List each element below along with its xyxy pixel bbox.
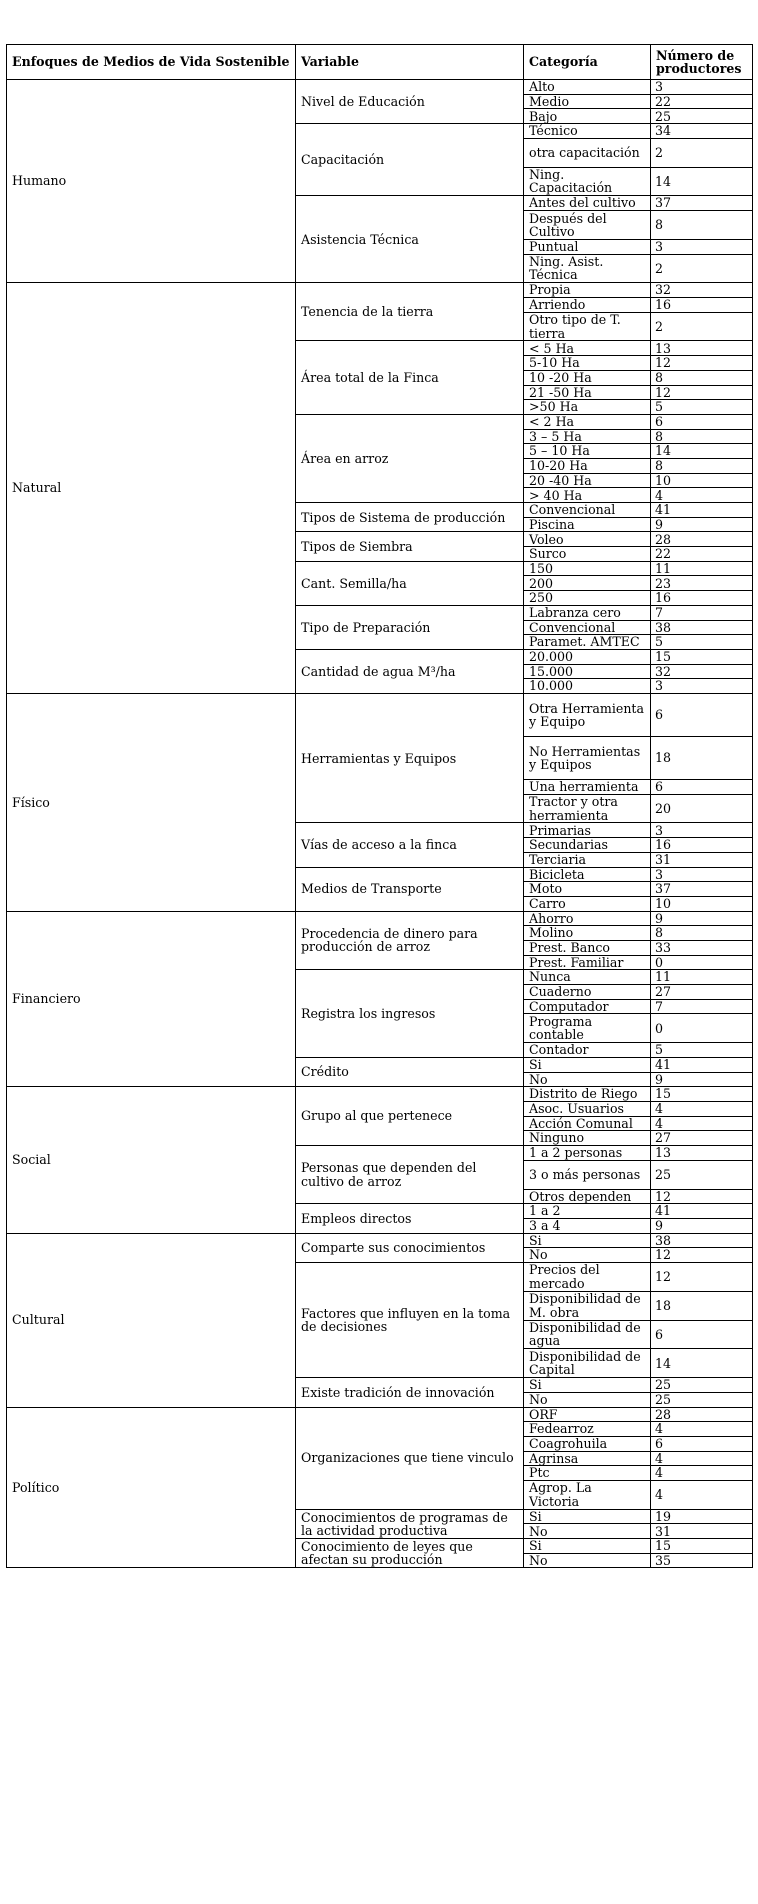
categoria-cell: Primarias <box>524 823 651 838</box>
header-enfoques: Enfoques de Medios de Vida Sostenible <box>7 45 296 80</box>
numero-cell: 5 <box>651 400 753 415</box>
numero-cell: 13 <box>651 341 753 356</box>
enfoque-cell: Cultural <box>7 1233 296 1407</box>
categoria-cell: Terciaria <box>524 852 651 867</box>
variable-cell: Área en arroz <box>296 414 524 502</box>
numero-cell: 15 <box>651 649 753 664</box>
numero-cell: 9 <box>651 911 753 926</box>
categoria-cell: Si <box>524 1378 651 1393</box>
numero-cell: 41 <box>651 503 753 518</box>
categoria-cell: 250 <box>524 591 651 606</box>
variable-cell: Tipos de Sistema de producción <box>296 503 524 532</box>
numero-cell: 9 <box>651 1072 753 1087</box>
categoria-cell: otra capacitación <box>524 138 651 167</box>
categoria-cell: Una herramienta <box>524 779 651 794</box>
numero-cell: 2 <box>651 312 753 341</box>
categoria-cell: Surco <box>524 547 651 562</box>
categoria-cell: Moto <box>524 882 651 897</box>
categoria-cell: 20 -40 Ha <box>524 473 651 488</box>
categoria-cell: No Herramientas y Equipos <box>524 736 651 779</box>
numero-cell: 9 <box>651 1218 753 1233</box>
categoria-cell: Piscina <box>524 517 651 532</box>
numero-cell: 12 <box>651 356 753 371</box>
categoria-cell: 3 a 4 <box>524 1218 651 1233</box>
numero-cell: 6 <box>651 779 753 794</box>
numero-cell: 41 <box>651 1204 753 1219</box>
numero-cell: 27 <box>651 1131 753 1146</box>
variable-cell: Asistencia Técnica <box>296 196 524 283</box>
numero-cell: 14 <box>651 1349 753 1378</box>
categoria-cell: Programa contable <box>524 1014 651 1043</box>
categoria-cell: 150 <box>524 561 651 576</box>
categoria-cell: Disponibilidad de Capital <box>524 1349 651 1378</box>
categoria-cell: Distrito de Riego <box>524 1087 651 1102</box>
variable-cell: Capacitación <box>296 124 524 196</box>
header-numero: Número de productores <box>651 45 753 80</box>
numero-cell: 10 <box>651 896 753 911</box>
numero-cell: 8 <box>651 926 753 941</box>
categoria-cell: No <box>524 1524 651 1539</box>
numero-cell: 2 <box>651 254 753 283</box>
numero-cell: 12 <box>651 1262 753 1291</box>
numero-cell: 6 <box>651 1436 753 1451</box>
numero-cell: 9 <box>651 517 753 532</box>
variable-cell: Cant. Semilla/ha <box>296 561 524 605</box>
categoria-cell: Coagrohuila <box>524 1436 651 1451</box>
categoria-cell: Precios del mercado <box>524 1262 651 1291</box>
categoria-cell: >50 Ha <box>524 400 651 415</box>
numero-cell: 16 <box>651 298 753 313</box>
numero-cell: 13 <box>651 1146 753 1161</box>
table-row <box>7 80 753 95</box>
categoria-cell: No <box>524 1248 651 1263</box>
numero-cell: 4 <box>651 1116 753 1131</box>
numero-cell: 6 <box>651 693 753 736</box>
categoria-cell: Ning. Capacitación <box>524 167 651 196</box>
numero-cell: 41 <box>651 1057 753 1072</box>
categoria-cell: 21 -50 Ha <box>524 385 651 400</box>
numero-cell: 38 <box>651 620 753 635</box>
categoria-cell: < 2 Ha <box>524 414 651 429</box>
numero-cell: 27 <box>651 985 753 1000</box>
categoria-cell: Paramet. AMTEC <box>524 635 651 650</box>
numero-cell: 4 <box>651 1480 753 1509</box>
numero-cell: 20 <box>651 794 753 823</box>
numero-cell: 3 <box>651 867 753 882</box>
categoria-cell: 1 a 2 <box>524 1204 651 1219</box>
categoria-cell: Fedearroz <box>524 1422 651 1437</box>
categoria-cell: Labranza cero <box>524 605 651 620</box>
numero-cell: 18 <box>651 736 753 779</box>
numero-cell: 12 <box>651 1248 753 1263</box>
numero-cell: 8 <box>651 370 753 385</box>
table-row <box>7 1233 753 1248</box>
numero-cell: 4 <box>651 488 753 503</box>
numero-cell: 22 <box>651 547 753 562</box>
categoria-cell: 200 <box>524 576 651 591</box>
categoria-cell: Voleo <box>524 532 651 547</box>
categoria-cell: Otra Herramienta y Equipo <box>524 693 651 736</box>
categoria-cell: Después del Cultivo <box>524 211 651 240</box>
enfoque-cell: Social <box>7 1087 296 1233</box>
numero-cell: 0 <box>651 1014 753 1043</box>
categoria-cell: Asoc. Usuarios <box>524 1101 651 1116</box>
numero-cell: 33 <box>651 940 753 955</box>
categoria-cell: No <box>524 1392 651 1407</box>
numero-cell: 2 <box>651 138 753 167</box>
table-row <box>7 1407 753 1422</box>
numero-cell: 3 <box>651 239 753 254</box>
variable-cell: Nivel de Educación <box>296 80 524 124</box>
categoria-cell: > 40 Ha <box>524 488 651 503</box>
categoria-cell: Medio <box>524 94 651 109</box>
numero-cell: 3 <box>651 80 753 95</box>
numero-cell: 8 <box>651 429 753 444</box>
numero-cell: 25 <box>651 1392 753 1407</box>
variable-cell: Conocimiento de leyes que afectan su producción <box>296 1539 524 1568</box>
numero-cell: 11 <box>651 561 753 576</box>
enfoque-cell: Político <box>7 1407 296 1568</box>
categoria-cell: Bicicleta <box>524 867 651 882</box>
numero-cell: 4 <box>651 1101 753 1116</box>
categoria-cell: Agrop. La Victoria <box>524 1480 651 1509</box>
variable-cell: Crédito <box>296 1057 524 1086</box>
numero-cell: 12 <box>651 385 753 400</box>
variable-cell: Cantidad de agua M³/ha <box>296 649 524 693</box>
categoria-cell: 5-10 Ha <box>524 356 651 371</box>
numero-cell: 6 <box>651 1320 753 1349</box>
table-row <box>7 693 753 736</box>
categoria-cell: Puntual <box>524 239 651 254</box>
variable-cell: Tenencia de la tierra <box>296 283 524 341</box>
numero-cell: 4 <box>651 1466 753 1481</box>
numero-cell: 11 <box>651 970 753 985</box>
numero-cell: 38 <box>651 1233 753 1248</box>
categoria-cell: 15.000 <box>524 664 651 679</box>
numero-cell: 7 <box>651 605 753 620</box>
numero-cell: 7 <box>651 999 753 1014</box>
numero-cell: 3 <box>651 679 753 694</box>
categoria-cell: < 5 Ha <box>524 341 651 356</box>
variable-cell: Herramientas y Equipos <box>296 693 524 822</box>
numero-cell: 28 <box>651 532 753 547</box>
numero-cell: 37 <box>651 882 753 897</box>
categoria-cell: Carro <box>524 896 651 911</box>
numero-cell: 4 <box>651 1451 753 1466</box>
enfoque-cell: Humano <box>7 80 296 283</box>
numero-cell: 32 <box>651 664 753 679</box>
header-categoria: Categoría <box>524 45 651 80</box>
numero-cell: 5 <box>651 1043 753 1058</box>
numero-cell: 25 <box>651 1160 753 1189</box>
categoria-cell: 10-20 Ha <box>524 458 651 473</box>
categoria-cell: 5 – 10 Ha <box>524 444 651 459</box>
header-variable: Variable <box>296 45 524 80</box>
numero-cell: 0 <box>651 955 753 970</box>
categoria-cell: No <box>524 1553 651 1568</box>
numero-cell: 34 <box>651 124 753 139</box>
categoria-cell: Si <box>524 1233 651 1248</box>
table-row <box>7 1087 753 1102</box>
variable-cell: Organizaciones que tiene vinculo <box>296 1407 524 1509</box>
numero-cell: 31 <box>651 1524 753 1539</box>
categoria-cell: Bajo <box>524 109 651 124</box>
variable-cell: Área total de la Finca <box>296 341 524 414</box>
categoria-cell: Disponibilidad de M. obra <box>524 1291 651 1320</box>
numero-cell: 16 <box>651 591 753 606</box>
categoria-cell: Ahorro <box>524 911 651 926</box>
numero-cell: 15 <box>651 1539 753 1554</box>
numero-cell: 32 <box>651 283 753 298</box>
categoria-cell: Otros dependen <box>524 1189 651 1204</box>
categoria-cell: Arriendo <box>524 298 651 313</box>
variable-cell: Factores que influyen en la toma de decisiones <box>296 1262 524 1377</box>
table-row <box>7 911 753 926</box>
categoria-cell: Computador <box>524 999 651 1014</box>
categoria-cell: Ptc <box>524 1466 651 1481</box>
variable-cell: Tipos de Siembra <box>296 532 524 561</box>
variable-cell: Registra los ingresos <box>296 970 524 1058</box>
variable-cell: Vías de acceso a la finca <box>296 823 524 867</box>
variable-cell: Conocimientos de programas de la actividad productiva <box>296 1509 524 1538</box>
categoria-cell: 3 o más personas <box>524 1160 651 1189</box>
variable-cell: Empleos directos <box>296 1204 524 1233</box>
numero-cell: 5 <box>651 635 753 650</box>
categoria-cell: 10 -20 Ha <box>524 370 651 385</box>
categoria-cell: Tractor y otra herramienta <box>524 794 651 823</box>
categoria-cell: Secundarias <box>524 838 651 853</box>
numero-cell: 15 <box>651 1087 753 1102</box>
numero-cell: 18 <box>651 1291 753 1320</box>
numero-cell: 25 <box>651 109 753 124</box>
categoria-cell: Si <box>524 1509 651 1524</box>
categoria-cell: ORF <box>524 1407 651 1422</box>
variable-cell: Existe tradición de innovación <box>296 1378 524 1407</box>
numero-cell: 22 <box>651 94 753 109</box>
categoria-cell: 10.000 <box>524 679 651 694</box>
categoria-cell: 20.000 <box>524 649 651 664</box>
numero-cell: 35 <box>651 1553 753 1568</box>
categoria-cell: Prest. Banco <box>524 940 651 955</box>
categoria-cell: Convencional <box>524 620 651 635</box>
numero-cell: 8 <box>651 458 753 473</box>
categoria-cell: Molino <box>524 926 651 941</box>
header-row <box>7 45 753 80</box>
categoria-cell: Nunca <box>524 970 651 985</box>
variable-cell: Grupo al que pertenece <box>296 1087 524 1146</box>
categoria-cell: Ning. Asist. Técnica <box>524 254 651 283</box>
numero-cell: 23 <box>651 576 753 591</box>
numero-cell: 10 <box>651 473 753 488</box>
variable-cell: Procedencia de dinero para producción de arroz <box>296 911 524 970</box>
variable-cell: Medios de Transporte <box>296 867 524 911</box>
numero-cell: 6 <box>651 414 753 429</box>
enfoque-cell: Físico <box>7 693 296 911</box>
categoria-cell: Prest. Familiar <box>524 955 651 970</box>
numero-cell: 4 <box>651 1422 753 1437</box>
numero-cell: 25 <box>651 1378 753 1393</box>
variable-cell: Comparte sus conocimientos <box>296 1233 524 1262</box>
categoria-cell: Otro tipo de T. tierra <box>524 312 651 341</box>
enfoque-cell: Natural <box>7 283 296 694</box>
numero-cell: 8 <box>651 211 753 240</box>
table-body <box>7 80 753 1568</box>
enfoque-cell: Financiero <box>7 911 296 1087</box>
categoria-cell: Propia <box>524 283 651 298</box>
variable-cell: Tipo de Preparación <box>296 605 524 649</box>
categoria-cell: Agrinsa <box>524 1451 651 1466</box>
categoria-cell: Acción Comunal <box>524 1116 651 1131</box>
table-row <box>7 283 753 298</box>
categoria-cell: 1 a 2 personas <box>524 1146 651 1161</box>
categoria-cell: Si <box>524 1539 651 1554</box>
categoria-cell: Ninguno <box>524 1131 651 1146</box>
numero-cell: 28 <box>651 1407 753 1422</box>
numero-cell: 14 <box>651 167 753 196</box>
categoria-cell: No <box>524 1072 651 1087</box>
categoria-cell: Cuaderno <box>524 985 651 1000</box>
categoria-cell: Si <box>524 1057 651 1072</box>
categoria-cell: Contador <box>524 1043 651 1058</box>
numero-cell: 3 <box>651 823 753 838</box>
numero-cell: 14 <box>651 444 753 459</box>
numero-cell: 12 <box>651 1189 753 1204</box>
variable-cell: Personas que dependen del cultivo de arroz <box>296 1146 524 1204</box>
categoria-cell: Técnico <box>524 124 651 139</box>
numero-cell: 19 <box>651 1509 753 1524</box>
categoria-cell: Antes del cultivo <box>524 196 651 211</box>
categoria-cell: Convencional <box>524 503 651 518</box>
numero-cell: 37 <box>651 196 753 211</box>
numero-cell: 31 <box>651 852 753 867</box>
categoria-cell: Disponibilidad de agua <box>524 1320 651 1349</box>
categoria-cell: Alto <box>524 80 651 95</box>
categoria-cell: 3 – 5 Ha <box>524 429 651 444</box>
livelihood-table <box>6 44 753 1568</box>
numero-cell: 16 <box>651 838 753 853</box>
